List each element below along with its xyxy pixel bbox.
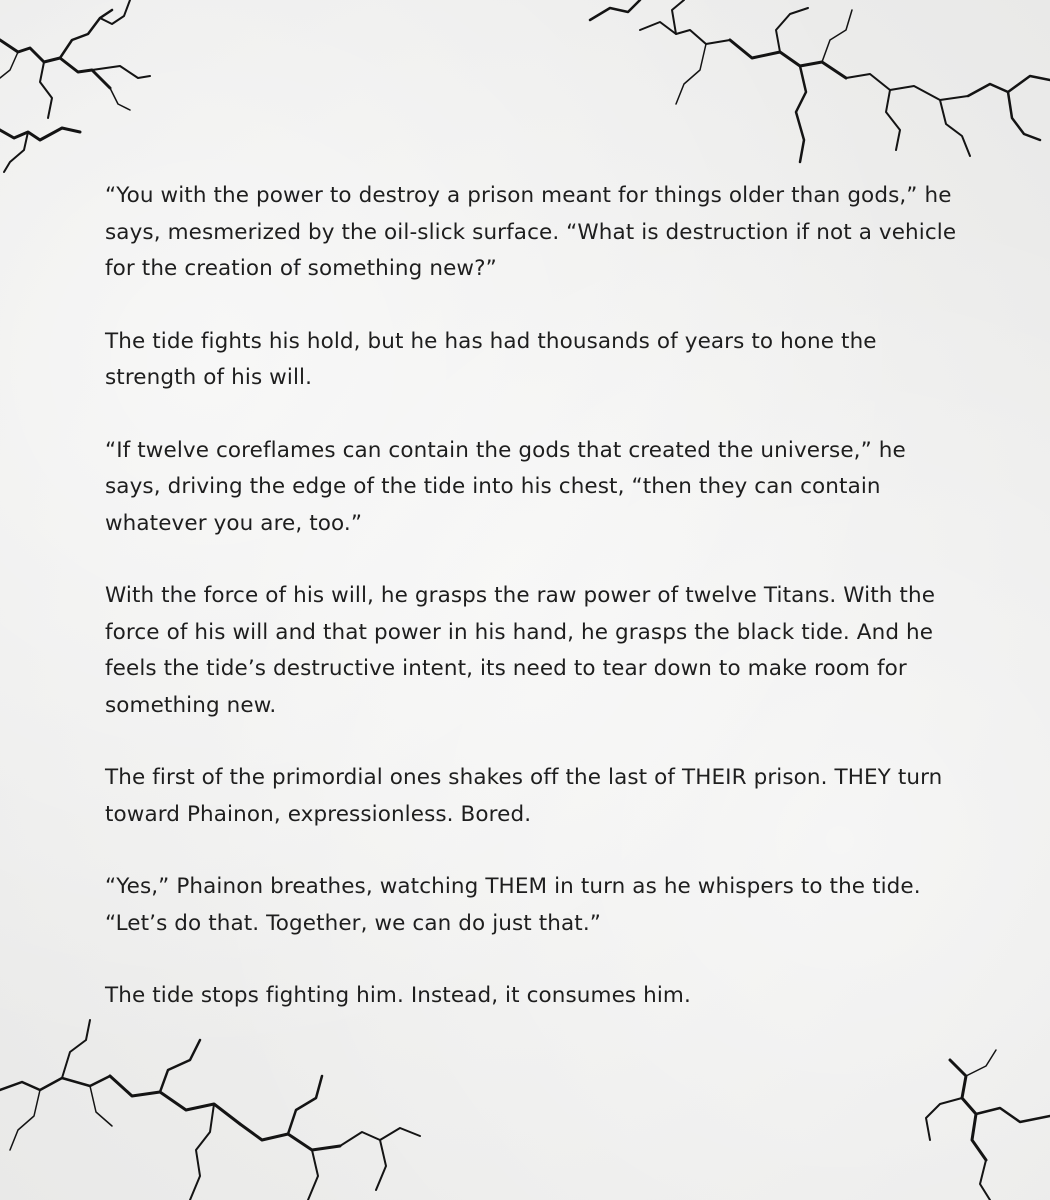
paragraph: “Yes,” Phainon breathes, watching THEM in turn as he whispers to the tide. “Let’s do that. Together, we can do just that.” xyxy=(105,874,921,936)
top-right-crack xyxy=(590,0,1050,162)
paragraph: “If twelve coreflames can contain the gods that created the universe,” he says, driving the edge of the tide into his chest, “then they can contain whatever you are, too.” xyxy=(105,437,906,536)
paragraph: The tide fights his hold, but he has had thousands of years to hone the strength of his will. xyxy=(105,328,877,390)
top-left-crack xyxy=(0,0,150,172)
story-text xyxy=(105,178,965,1051)
paragraph: The tide stops fighting him. Instead, it consumes him. xyxy=(105,983,691,1008)
paragraph: “You with the power to destroy a prison meant for things older than gods,” he says, mesmerized by the oil-slick surface. “What is destruction if not a vehicle for the creation of something new?” xyxy=(105,183,957,281)
paragraph: With the force of his will, he grasps the raw power of twelve Titans. With the force of his will and that power in his hand, he grasps the black tide. And he feels the tide’s destructive intent, its need to tear down to make room for something new. xyxy=(105,583,936,718)
bottom-right-crack xyxy=(926,1050,1050,1200)
paragraph: The first of the primordial ones shakes off the last of THEIR prison. THEY turn toward Phainon, expressionless. Bored. xyxy=(105,765,943,827)
